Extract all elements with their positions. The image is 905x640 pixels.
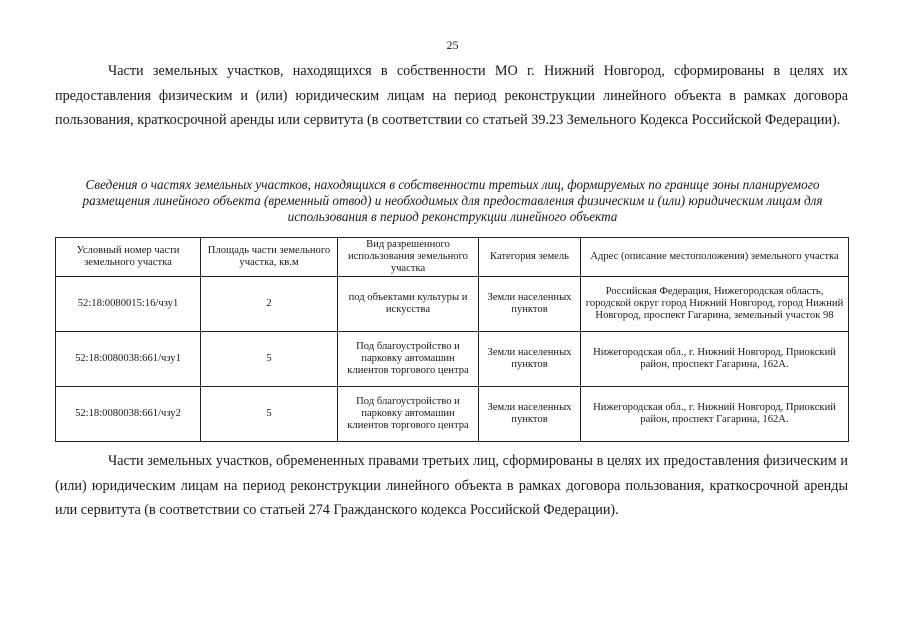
cell-area: 5 xyxy=(201,332,338,387)
land-plots-table xyxy=(55,237,849,442)
table-row xyxy=(56,277,849,332)
cell-permitted-use: Под благоустройство и парковку автомашин клиентов торгового центра xyxy=(338,387,479,442)
cell-address: Российская Федерация, Нижегородская область, городской округ город Нижний Новгород, город Нижний Новгород, проспект Гагарина, земельный участок 98 xyxy=(581,277,849,332)
cell-address: Нижегородская обл., г. Нижний Новгород, Приокский район, проспект Гагарина, 162А. xyxy=(581,387,849,442)
cell-area: 5 xyxy=(201,387,338,442)
header-area: Площадь части земельного участка, кв.м xyxy=(201,238,338,277)
cell-land-category: Земли населенных пунктов xyxy=(479,277,581,332)
cell-land-category: Земли населенных пунктов xyxy=(479,332,581,387)
header-address: Адрес (описание местоположения) земельного участка xyxy=(581,238,849,277)
closing-paragraph: Части земельных участков, обремененных правами третьих лиц, сформированы в целях их предоставления физическим и (или) юридическим лицам на период реконструкции линейного объекта в рамках договора пользования, краткосрочной аренды или сервитута (в соответствии со статьей 274 Гражданского кодекса Российской Федерации). xyxy=(55,453,848,518)
table-row xyxy=(56,332,849,387)
page-number: 25 xyxy=(446,38,459,52)
cell-land-category: Земли населенных пунктов xyxy=(479,387,581,442)
cell-plot-number: 52:18:0080038:661/чзу2 xyxy=(56,387,201,442)
cell-permitted-use: Под благоустройство и парковку автомашин клиентов торгового центра xyxy=(338,332,479,387)
table-header-row xyxy=(56,238,849,277)
cell-plot-number: 52:18:0080038:661/чзу1 xyxy=(56,332,201,387)
table-caption: Сведения о частях земельных участков, находящихся в собственности третьих лиц, формируемых по границе зоны планируемого размещения линейного объекта (временный отвод) и необходимых для предоставления физическим и (или) юридическим лицам для использования в период реконструкции линейного объекта xyxy=(82,177,823,224)
header-land-category: Категория земель xyxy=(479,238,581,277)
cell-plot-number: 52:18:0080015:16/чзу1 xyxy=(56,277,201,332)
cell-permitted-use: под объектами культуры и искусства xyxy=(338,277,479,332)
header-plot-number: Условный номер части земельного участка xyxy=(56,238,201,277)
intro-paragraph: Части земельных участков, находящихся в собственности МО г. Нижний Новгород, сформированы в целях их предоставления физическим и (или) юридическим лицам на период реконструкции линейного объекта в рамках договора пользования, краткосрочной аренды или сервитута (в соответствии со статьей 39.23 Земельного Кодекса Российской Федерации). xyxy=(55,63,848,128)
table-row xyxy=(56,387,849,442)
header-permitted-use: Вид разрешенного использования земельного участка xyxy=(338,238,479,277)
cell-address: Нижегородская обл., г. Нижний Новгород, Приокский район, проспект Гагарина, 162А. xyxy=(581,332,849,387)
cell-area: 2 xyxy=(201,277,338,332)
